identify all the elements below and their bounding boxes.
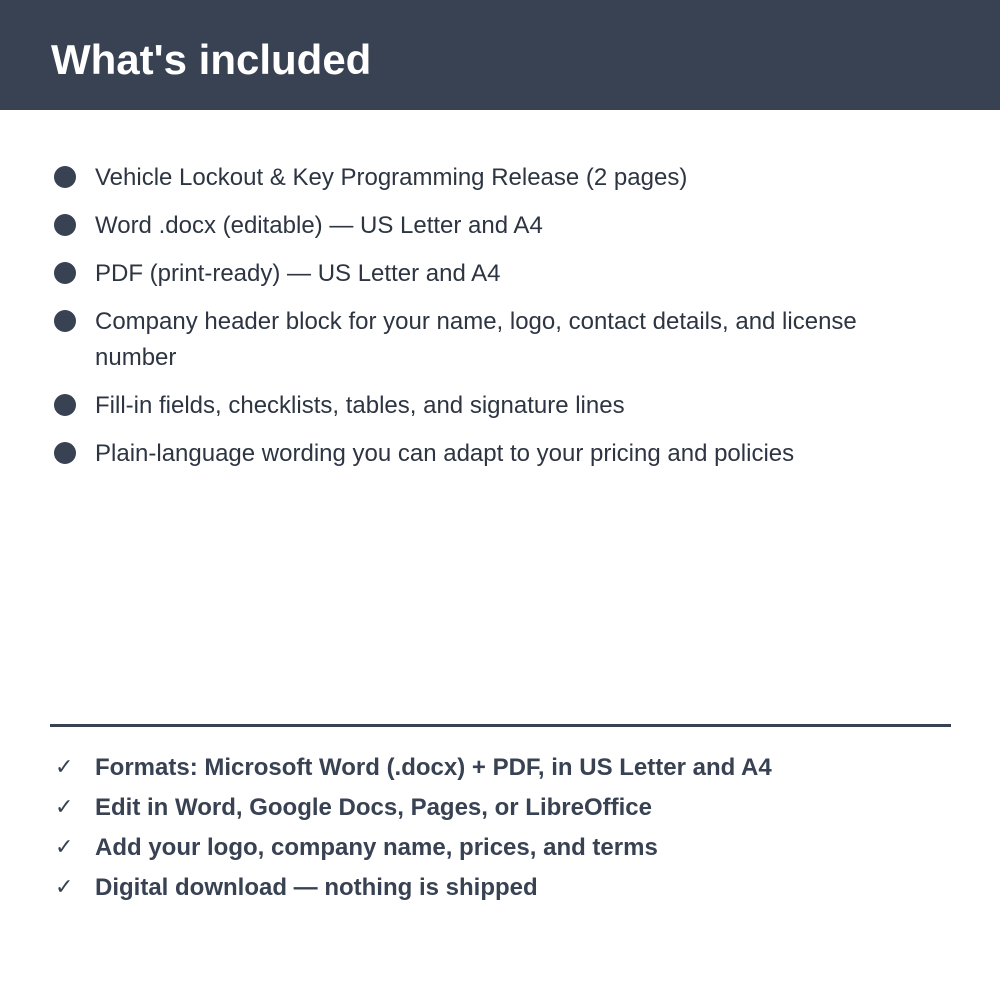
feature-item xyxy=(0,870,1000,906)
bullet-dot-icon xyxy=(54,394,76,416)
feature-item-text: Formats: Microsoft Word (.docx) + PDF, in US Letter and A4 xyxy=(95,754,772,781)
included-item-text: Company header block for your name, logo, contact details, and license number xyxy=(95,308,857,371)
bullet-dot-icon xyxy=(54,442,76,464)
page-title: What's included xyxy=(51,36,372,83)
feature-item-text: Edit in Word, Google Docs, Pages, or LibreOffice xyxy=(95,794,652,821)
checkmark-icon: ✓ xyxy=(55,755,74,780)
feature-item-text: Add your logo, company name, prices, and terms xyxy=(95,834,658,861)
feature-item xyxy=(0,750,1000,786)
included-item-text: Vehicle Lockout & Key Programming Release (2 pages) xyxy=(95,164,688,191)
feature-item-text: Digital download — nothing is shipped xyxy=(95,874,538,901)
section-divider xyxy=(50,724,951,727)
bullet-dot-icon xyxy=(54,166,76,188)
header-banner xyxy=(0,0,1000,110)
bullet-dot-icon xyxy=(54,214,76,236)
bullet-dot-icon xyxy=(54,262,76,284)
bullet-dot-icon xyxy=(54,310,76,332)
included-item-text: Fill-in fields, checklists, tables, and signature lines xyxy=(95,392,625,419)
included-item-text: PDF (print-ready) — US Letter and A4 xyxy=(95,260,501,287)
included-item-text: Plain-language wording you can adapt to your pricing and policies xyxy=(95,440,795,467)
checkmark-icon: ✓ xyxy=(55,875,74,900)
checkmark-icon: ✓ xyxy=(55,835,74,860)
feature-item xyxy=(0,830,1000,866)
feature-item xyxy=(0,790,1000,826)
checkmark-icon: ✓ xyxy=(55,795,74,820)
included-item-text: Word .docx (editable) — US Letter and A4 xyxy=(95,212,543,239)
